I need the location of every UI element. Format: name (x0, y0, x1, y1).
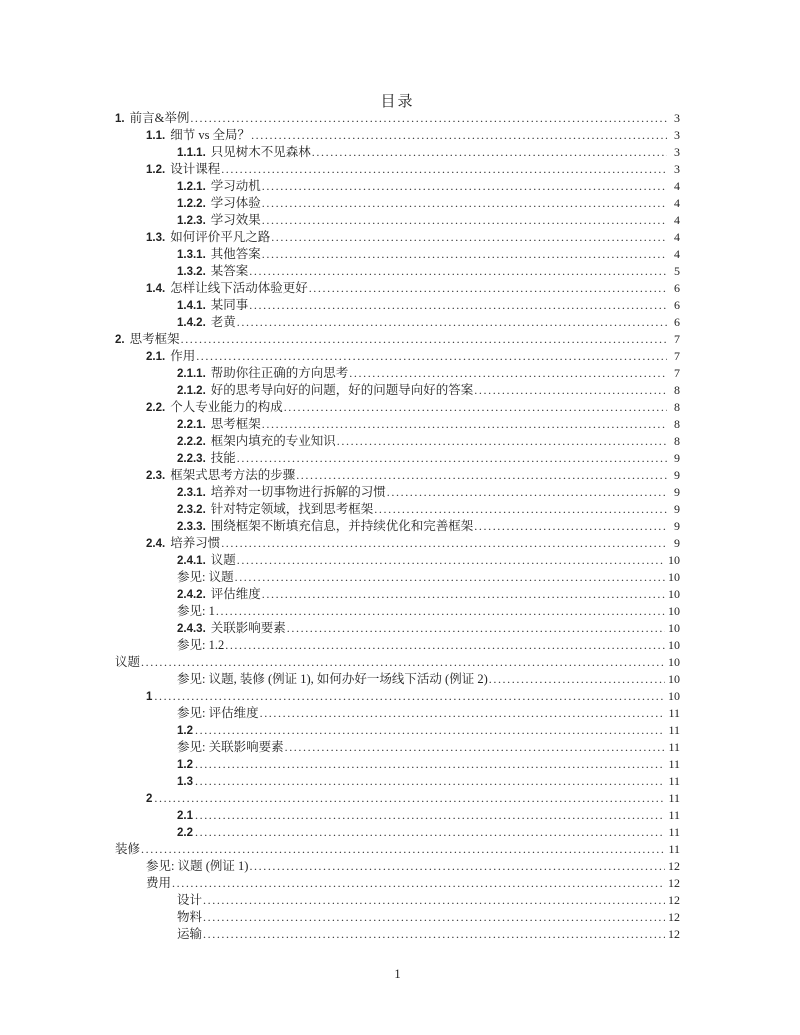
toc-entry-number: 2.4.2. (177, 589, 206, 601)
dot-leader (284, 399, 667, 416)
toc-entry[interactable] (115, 263, 680, 280)
toc-entry-text: 框架式思考方法的步骤 (170, 468, 296, 482)
dot-leader (141, 654, 665, 671)
dot-leader (249, 263, 667, 280)
toc-entry-number: 1.2 (177, 759, 193, 771)
toc-entry-page-number: 11 (668, 791, 680, 805)
toc-entry[interactable] (115, 569, 680, 586)
toc-entry-page-number: 12 (668, 893, 680, 907)
toc-entry-number: 2.2 (177, 827, 193, 839)
toc-entry-number: 2. (115, 334, 125, 346)
toc-entry-text: 培养习惯 (170, 536, 221, 550)
toc-entry-number: 2.2.2. (177, 436, 206, 448)
toc-entry-text: 老黄 (210, 315, 236, 329)
dot-leader (195, 756, 665, 773)
toc-entry[interactable] (115, 688, 680, 705)
toc-entry[interactable] (115, 892, 680, 909)
toc-entry-page-number: 4 (674, 230, 680, 244)
toc-entry-page-number: 11 (668, 757, 680, 771)
toc-entry-text: 框架内填充的专业知识 (210, 434, 336, 448)
toc-entry[interactable] (115, 297, 680, 314)
toc-entry-page-number: 9 (674, 536, 680, 550)
toc-entry-text: 学习动机 (210, 179, 261, 193)
dot-leader (251, 127, 667, 144)
toc-entry-number: 2.3. (146, 470, 166, 482)
toc-list (115, 110, 680, 943)
toc-entry-text: 作用 (170, 349, 196, 363)
dot-leader (195, 773, 665, 790)
toc-entry-page-number: 10 (668, 604, 680, 618)
toc-entry-text: 围绕框架不断填充信息，并持续优化和完善框架 (210, 519, 474, 533)
dot-leader (309, 280, 667, 297)
dot-leader (262, 586, 665, 603)
dot-leader (221, 161, 667, 178)
page-number-footer: 1 (394, 967, 401, 981)
toc-entry-text: 帮助你往正确的方向思考 (210, 366, 349, 380)
dot-leader (196, 348, 667, 365)
dot-leader (337, 433, 667, 450)
toc-entry[interactable] (115, 552, 680, 569)
toc-title: 目录 (380, 94, 415, 110)
toc-entry-text: 学习体验 (210, 196, 261, 210)
toc-entry[interactable] (115, 756, 680, 773)
dot-leader (235, 569, 665, 586)
toc-entry-number: 1 (146, 691, 153, 703)
dot-leader (287, 620, 665, 637)
toc-entry-page-number: 11 (668, 774, 680, 788)
dot-leader (260, 705, 666, 722)
toc-entry-page-number: 3 (674, 111, 680, 125)
dot-leader (203, 926, 665, 943)
toc-entry[interactable] (115, 246, 680, 263)
toc-entry-text: 思考框架 (210, 417, 261, 431)
toc-entry-text: 装修 (115, 842, 141, 856)
toc-entry-page-number: 4 (674, 196, 680, 210)
toc-entry-page-number: 7 (674, 349, 680, 363)
dot-leader (312, 144, 667, 161)
toc-entry-number: 2.1 (177, 810, 193, 822)
dot-leader (387, 484, 667, 501)
dot-leader (154, 688, 665, 705)
toc-entry-number: 2.4.1. (177, 555, 206, 567)
toc-entry-text: 个人专业能力的构成 (170, 400, 283, 414)
dot-leader (262, 195, 667, 212)
toc-entry-number: 1.2.3. (177, 215, 206, 227)
toc-entry-number: 2.1.2. (177, 385, 206, 397)
toc-entry-page-number: 10 (668, 621, 680, 635)
dot-leader (190, 110, 667, 127)
toc-entry[interactable] (115, 909, 680, 926)
toc-entry[interactable] (115, 926, 680, 943)
toc-entry[interactable] (115, 127, 680, 144)
toc-entry-page-number: 10 (668, 570, 680, 584)
toc-entry-page-number: 4 (674, 247, 680, 261)
dot-leader (195, 722, 665, 739)
toc-entry-page-number: 8 (674, 400, 680, 414)
toc-entry[interactable] (115, 586, 680, 603)
dot-leader (489, 671, 665, 688)
toc-entry-page-number: 10 (668, 689, 680, 703)
toc-entry-text: 参见: 议题, 装修 (例证 1), 如何办好一场线下活动 (例证 2) (177, 672, 488, 686)
dot-leader (221, 535, 667, 552)
toc-entry-page-number: 9 (674, 451, 680, 465)
dot-leader (262, 246, 667, 263)
toc-entry-text: 关联影响要素 (210, 621, 286, 635)
toc-entry-page-number: 9 (674, 519, 680, 533)
toc-entry[interactable] (115, 348, 680, 365)
toc-entry-number: 1.2. (146, 164, 166, 176)
toc-entry[interactable] (115, 382, 680, 399)
toc-entry[interactable] (115, 110, 680, 127)
toc-entry-page-number: 10 (668, 553, 680, 567)
toc-entry[interactable] (115, 518, 680, 535)
toc-entry-text: 评估维度 (210, 587, 261, 601)
toc-entry-page-number: 11 (668, 808, 680, 822)
toc-entry-text: 细节 vs 全局？ (170, 128, 251, 142)
toc-entry-text: 物料 (177, 910, 203, 924)
toc-entry-text: 学习效果 (210, 213, 261, 227)
toc-entry[interactable] (115, 433, 680, 450)
toc-entry-number: 1.1.1. (177, 147, 206, 159)
dot-leader (195, 824, 665, 841)
toc-entry-text: 议题 (115, 655, 141, 669)
toc-entry-text: 运输 (177, 927, 203, 941)
toc-entry-text: 怎样让线下活动体验更好 (170, 281, 308, 295)
dot-leader (349, 365, 667, 382)
toc-entry-page-number: 6 (674, 315, 680, 329)
dot-leader (249, 297, 667, 314)
toc-entry[interactable] (115, 654, 680, 671)
toc-entry[interactable] (115, 501, 680, 518)
toc-entry[interactable] (115, 450, 680, 467)
toc-entry-page-number: 9 (674, 468, 680, 482)
toc-entry-page-number: 12 (668, 927, 680, 941)
toc-entry[interactable] (115, 178, 680, 195)
toc-entry[interactable] (115, 824, 680, 841)
toc-entry-number: 2.4.3. (177, 623, 206, 635)
toc-entry-page-number: 11 (668, 706, 680, 720)
toc-entry-text: 针对特定领域，找到思考框架 (210, 502, 374, 516)
toc-entry-page-number: 12 (668, 876, 680, 890)
dot-leader (237, 552, 665, 569)
toc-entry-page-number: 8 (674, 383, 680, 397)
toc-entry-text: 某同事 (210, 298, 249, 312)
toc-entry-text: 参见: 议题 (例证 1) (146, 859, 249, 873)
dot-leader (172, 875, 665, 892)
toc-entry-number: 2.3.1. (177, 487, 206, 499)
dot-leader (285, 739, 666, 756)
toc-entry-page-number: 9 (674, 502, 680, 516)
toc-entry[interactable] (115, 229, 680, 246)
toc-entry-page-number: 6 (674, 281, 680, 295)
toc-entry-text: 好的思考导向好的问题，好的问题导向好的答案 (210, 383, 474, 397)
toc-entry-page-number: 10 (668, 672, 680, 686)
dot-leader (141, 841, 665, 858)
dot-leader (216, 603, 665, 620)
toc-entry[interactable] (115, 280, 680, 297)
toc-entry[interactable] (115, 637, 680, 654)
toc-entry[interactable] (115, 365, 680, 382)
toc-entry[interactable] (115, 739, 680, 756)
toc-entry-text: 某答案 (210, 264, 249, 278)
dot-leader (237, 450, 667, 467)
toc-entry-text: 参见: 1.2 (177, 638, 225, 652)
toc-entry-number: 2.2. (146, 402, 166, 414)
toc-entry-number: 1.4. (146, 283, 166, 295)
toc-entry-page-number: 6 (674, 298, 680, 312)
toc-entry-page-number: 10 (668, 587, 680, 601)
toc-entry-number: 2.2.1. (177, 419, 206, 431)
toc-entry-text: 其他答案 (210, 247, 261, 261)
toc-entry-number: 1.4.1. (177, 300, 206, 312)
dot-leader (374, 501, 667, 518)
toc-entry[interactable] (115, 858, 680, 875)
toc-entry-text: 设计 (177, 893, 203, 907)
toc-entry-number: 1.1. (146, 130, 166, 142)
dot-leader (203, 909, 665, 926)
dot-leader (296, 467, 667, 484)
toc-entry-text: 参见: 议题 (177, 570, 234, 584)
dot-leader (474, 518, 667, 535)
toc-entry-page-number: 3 (674, 145, 680, 159)
toc-entry[interactable] (115, 671, 680, 688)
toc-entry-page-number: 8 (674, 417, 680, 431)
toc-entry-number: 2.2.3. (177, 453, 206, 465)
toc-entry-number: 2.3.3. (177, 521, 206, 533)
toc-entry-page-number: 11 (668, 825, 680, 839)
toc-entry-text: 培养对一切事物进行拆解的习惯 (210, 485, 386, 499)
toc-entry[interactable] (115, 416, 680, 433)
toc-entry-number: 1.3 (177, 776, 193, 788)
dot-leader (262, 416, 667, 433)
toc-entry-page-number: 12 (668, 910, 680, 924)
toc-entry[interactable] (115, 875, 680, 892)
toc-entry-page-number: 3 (674, 162, 680, 176)
toc-entry[interactable] (115, 144, 680, 161)
toc-entry[interactable] (115, 603, 680, 620)
toc-entry-number: 1. (115, 113, 125, 125)
toc-entry-page-number: 5 (674, 264, 680, 278)
toc-entry-text: 前言&举例 (129, 111, 190, 125)
toc-entry[interactable] (115, 807, 680, 824)
toc-entry-page-number: 4 (674, 213, 680, 227)
toc-entry-number: 2.4. (146, 538, 166, 550)
toc-entry-number: 1.2 (177, 725, 193, 737)
toc-entry[interactable] (115, 773, 680, 790)
toc-entry[interactable] (115, 705, 680, 722)
toc-entry-number: 1.2.2. (177, 198, 206, 210)
dot-leader (181, 331, 667, 348)
dot-leader (262, 178, 667, 195)
toc-entry[interactable] (115, 314, 680, 331)
toc-entry-page-number: 4 (674, 179, 680, 193)
toc-entry-number: 1.3. (146, 232, 166, 244)
toc-entry-number: 2.1. (146, 351, 166, 363)
toc-entry-number: 1.4.2. (177, 317, 206, 329)
toc-entry-page-number: 11 (668, 842, 680, 856)
toc-entry-number: 2.3.2. (177, 504, 206, 516)
dot-leader (474, 382, 667, 399)
toc-entry-text: 技能 (210, 451, 236, 465)
dot-leader (237, 314, 667, 331)
toc-entry-page-number: 10 (668, 655, 680, 669)
toc-entry-page-number: 12 (668, 859, 680, 873)
toc-entry-page-number: 9 (674, 485, 680, 499)
dot-leader (195, 807, 665, 824)
dot-leader (225, 637, 665, 654)
toc-entry-number: 2.1.1. (177, 368, 206, 380)
toc-entry-text: 费用 (146, 876, 172, 890)
toc-entry[interactable] (115, 331, 680, 348)
toc-entry-number: 2 (146, 793, 153, 805)
dot-leader (249, 858, 665, 875)
toc-entry-page-number: 11 (668, 723, 680, 737)
dot-leader (271, 229, 667, 246)
toc-entry-text: 参见: 1 (177, 604, 215, 618)
toc-entry[interactable] (115, 484, 680, 501)
toc-entry[interactable] (115, 161, 680, 178)
toc-entry-text: 议题 (210, 553, 236, 567)
toc-entry-text: 只见树木不见森林 (210, 145, 311, 159)
toc-entry-page-number: 7 (674, 332, 680, 346)
toc-entry-text: 思考框架 (129, 332, 180, 346)
toc-entry-page-number: 8 (674, 434, 680, 448)
dot-leader (262, 212, 667, 229)
toc-entry-number: 1.3.2. (177, 266, 206, 278)
toc-entry[interactable] (115, 195, 680, 212)
toc-entry[interactable] (115, 535, 680, 552)
toc-entry-text: 参见: 评估维度 (177, 706, 259, 720)
toc-entry[interactable] (115, 790, 680, 807)
dot-leader (203, 892, 665, 909)
toc-entry[interactable] (115, 620, 680, 637)
toc-entry-page-number: 7 (674, 366, 680, 380)
toc-entry-text: 设计课程 (170, 162, 221, 176)
toc-entry[interactable] (115, 212, 680, 229)
toc-entry[interactable] (115, 841, 680, 858)
toc-entry[interactable] (115, 399, 680, 416)
toc-entry-page-number: 10 (668, 638, 680, 652)
toc-entry-number: 1.3.1. (177, 249, 206, 261)
toc-entry-number: 1.2.1. (177, 181, 206, 193)
toc-entry-text: 参见: 关联影响要素 (177, 740, 284, 754)
toc-entry-page-number: 11 (668, 740, 680, 754)
toc-entry[interactable] (115, 722, 680, 739)
dot-leader (154, 790, 665, 807)
toc-entry-page-number: 3 (674, 128, 680, 142)
toc-entry-text: 如何评价平凡之路 (170, 230, 271, 244)
toc-entry[interactable] (115, 467, 680, 484)
